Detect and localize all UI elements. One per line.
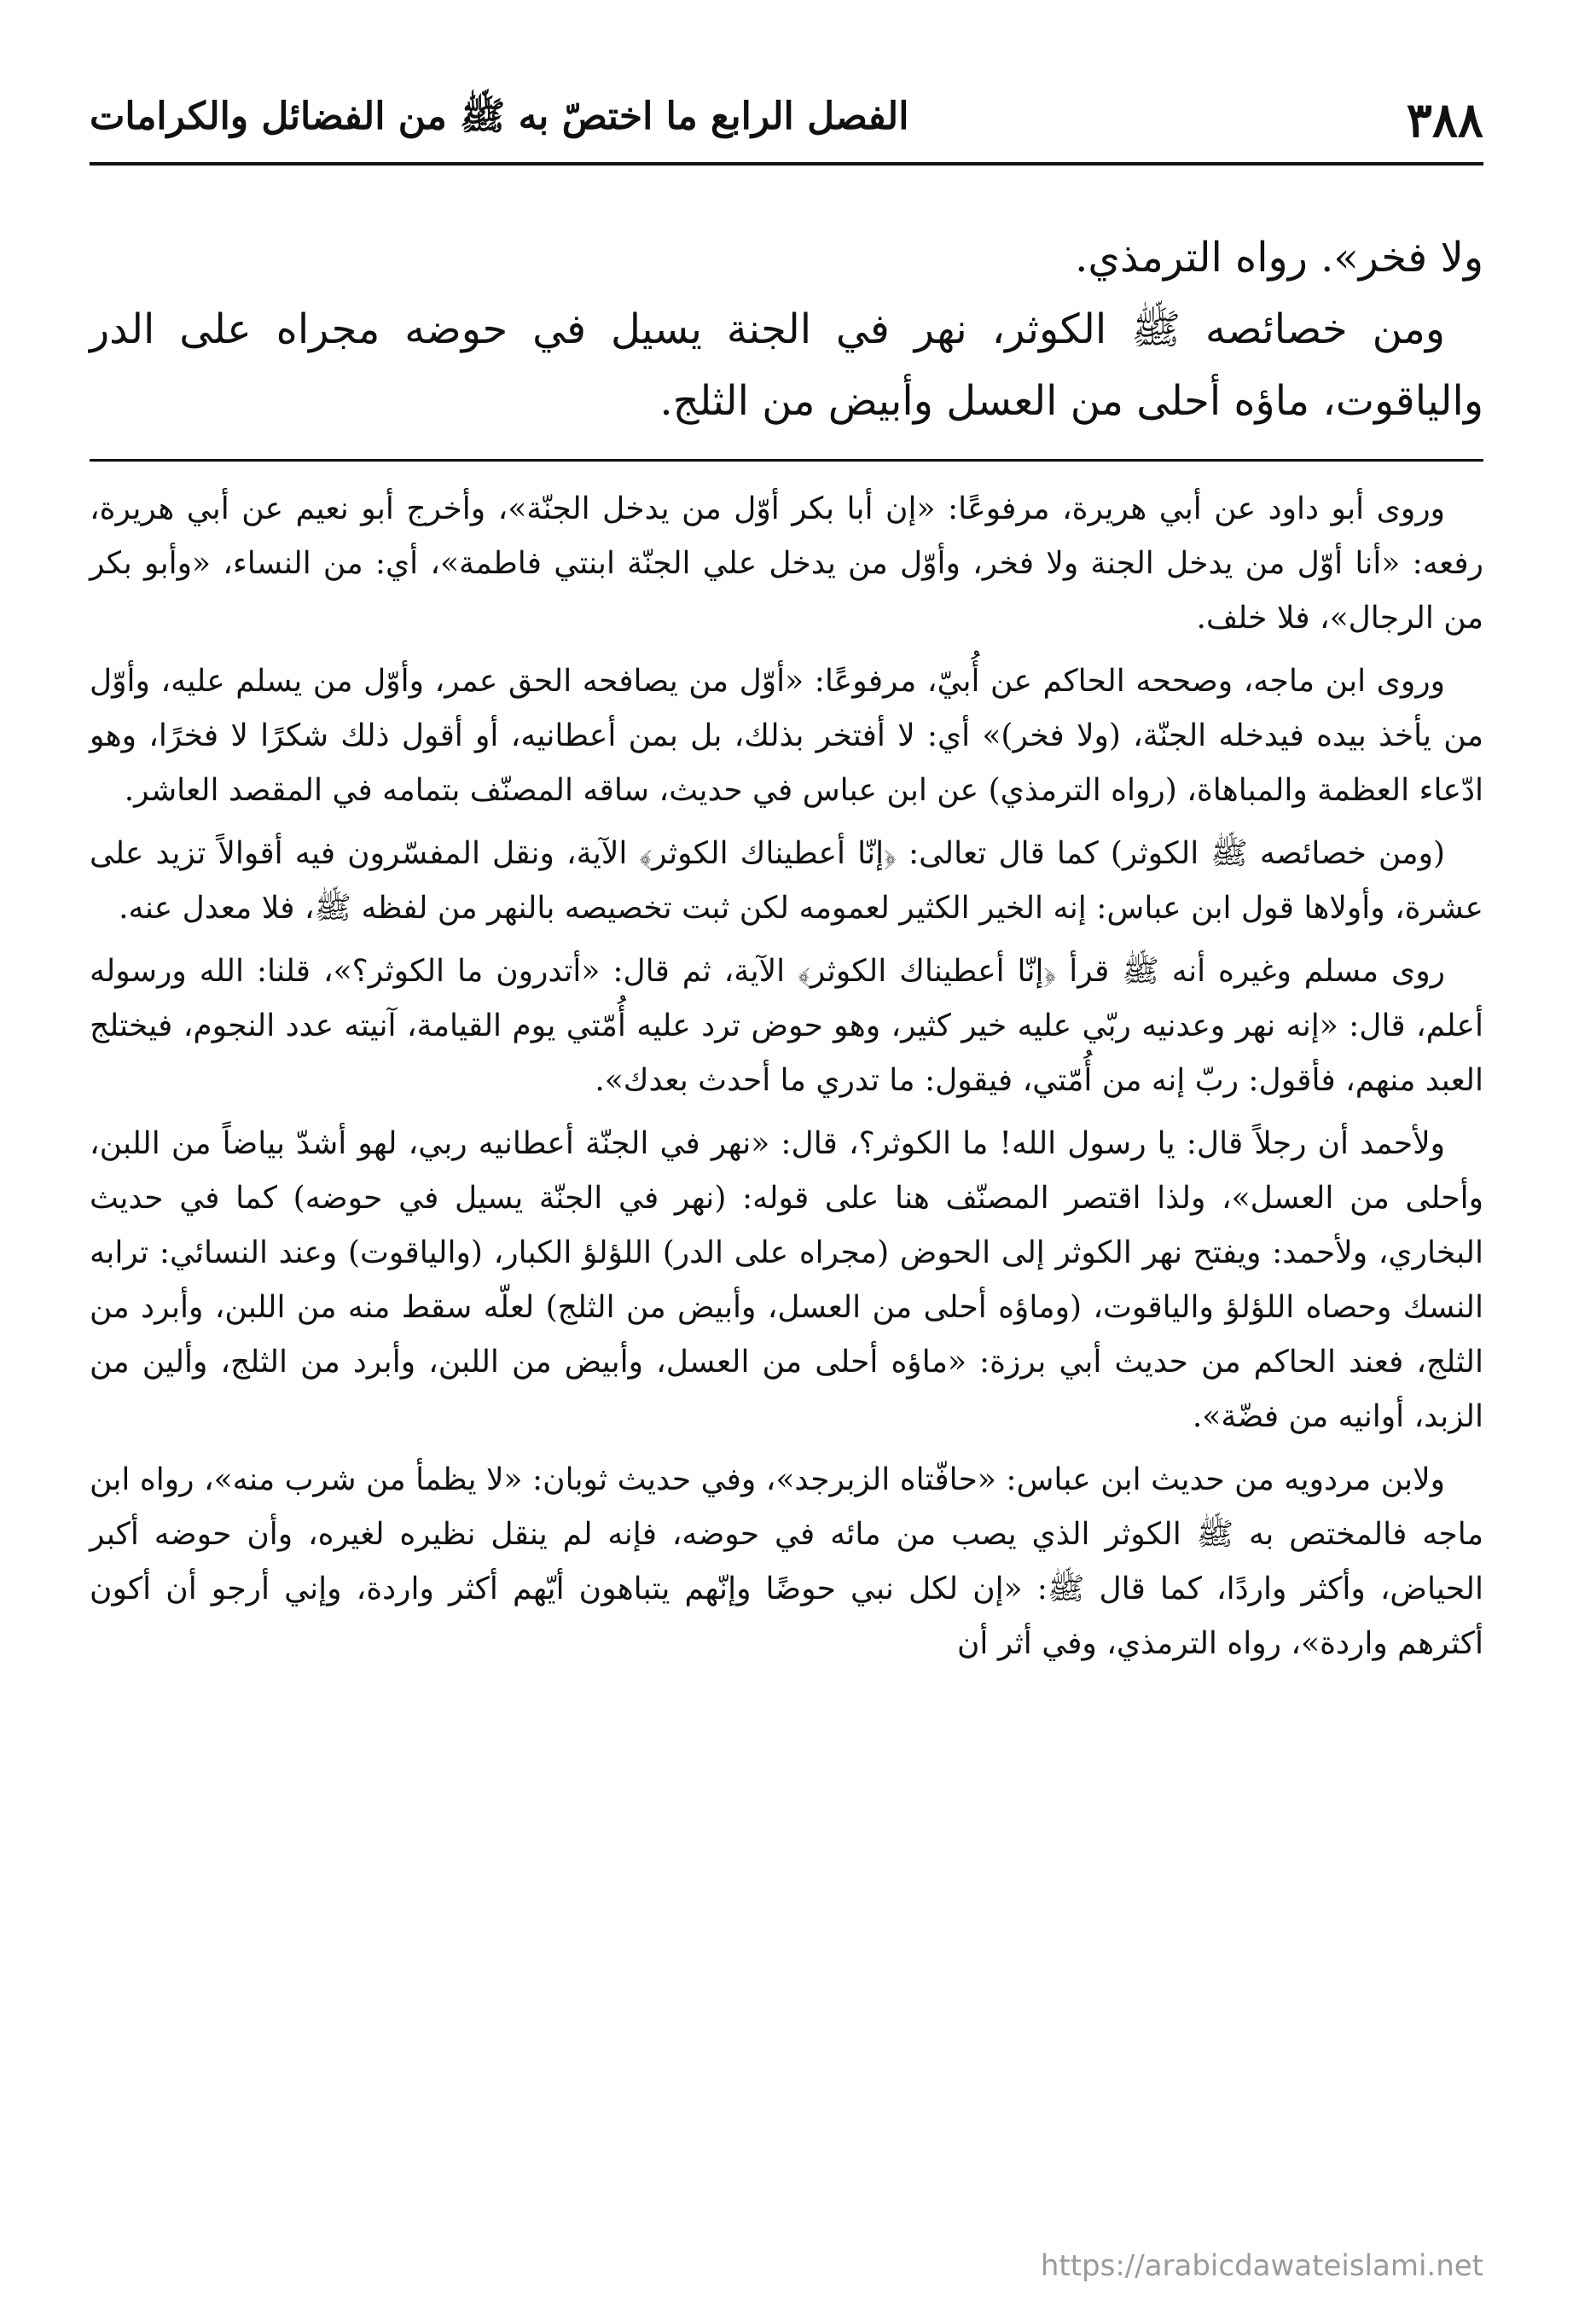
matn-text: [90, 222, 1483, 437]
matn-line: ولا فخر». رواه الترمذي.: [1075, 234, 1483, 282]
watermark-url: https://arabicdawateislami.net: [1040, 2249, 1483, 2283]
page-number: ٣٨٨: [1406, 92, 1483, 148]
commentary-paragraph: وروى ابن ماجه، وصححه الحاكم عن أُبيّ، مرفوعًا: «أوّل من يصافحه الحق عمر، وأوّل من يسلم عليه، وأوّل من يأخذ بيده فيدخله الجنّة، (ولا فخر)» أي: لا أفتخر بذلك، بل بمن أعطانيه، أو أقول ذلك شكرًا لا فخرًا، وهو ادّعاء العظمة والمباهاة، (رواه الترمذي) عن ابن عباس في حديث، ساقه المصنّف بتمامه في المقصد العاشر.: [90, 664, 1483, 808]
page-header: [90, 81, 1483, 160]
commentary-paragraph: روى مسلم وغيره أنه ﷺ قرأ ﴿إنّا أعطيناك الكوثر﴾ الآية، ثم قال: «أتدرون ما الكوثر؟»، قلنا: الله ورسوله أعلم، قال: «إنه نهر وعدنيه ربّي عليه خير كثير، وهو حوض ترد عليه أُمّتي يوم القيامة، آنيته عدد النجوم، فيختلج العبد منهم، فأقول: ربّ إنه من أُمّتي، فيقول: ما تدري ما أحدث بعدك».: [90, 954, 1483, 1098]
commentary-paragraph: ولابن مردويه من حديث ابن عباس: «حافّتاه الزبرجد»، وفي حديث ثوبان: «لا يظمأ من شرب منه»، رواه ابن ماجه فالمختص به ﷺ الكوثر الذي يصب من مائه في حوضه، فإنه لم ينقل نظيره لغيره، وأن حوضه أكبر الحياض، وأكثر واردًا، كما قال ﷺ: «إن لكل نبي حوضًا وإنّهم يتباهون أيّهم أكثر واردة، وإني أرجو أن أكون أكثرهم واردة»، رواه الترمذي، وفي أثر أن: [90, 1462, 1484, 1661]
running-title: الفصل الرابع ما اختصّ به ﷺ من الفضائل والكرامات: [90, 95, 909, 138]
matn-divider-rule: [90, 459, 1483, 462]
commentary-paragraph: وروى أبو داود عن أبي هريرة، مرفوعًا: «إن أبا بكر أوّل من يدخل الجنّة»، وأخرج أبو نعيم عن أبي هريرة، رفعه: «أنا أوّل من يدخل الجنة ولا فخر، وأوّل من يدخل علي الجنّة ابنتي فاطمة»، أي: من النساء، «وأبو بكر من الرجال»، فلا خلف.: [90, 491, 1483, 636]
matn-paragraph: ومن خصائصه ﷺ الكوثر، نهر في الجنة يسيل في حوضه مجراه على الدر والياقوت، ماؤه أحلى من العسل وأبيض من الثلج.: [90, 305, 1483, 425]
commentary-text: [90, 482, 1483, 1680]
commentary-paragraph: ولأحمد أن رجلاً قال: يا رسول الله! ما الكوثر؟، قال: «نهر في الجنّة أعطانيه ربي، لهو أشدّ بياضاً من اللبن، وأحلى من العسل»، ولذا اقتصر المصنّف هنا على قوله: (نهر في الجنّة يسيل في حوضه) كما في حديث البخاري، ولأحمد: ويفتح نهر الكوثر إلى الحوض (مجراه على الدر) اللؤلؤ الكبار، (والياقوت) وعند النسائي: ترابه النسك وحصاه اللؤلؤ والياقوت، (وماؤه أحلى من العسل، وأبيض من الثلج) لعلّه سقط منه من اللبن، وأبرد من الثلج، فعند الحاكم من حديث أبي برزة: «ماؤه أحلى من العسل، وأبيض من اللبن، وأبرد من الثلج، وألين من الزبد، أوانيه من فضّة».: [90, 1126, 1483, 1434]
header-rule: [90, 162, 1483, 166]
commentary-paragraph: (ومن خصائصه ﷺ الكوثر) كما قال تعالى: ﴿إنّا أعطيناك الكوثر﴾ الآية، ونقل المفسّرون فيه أقوالاً تزيد على عشرة، وأولاها قول ابن عباس: إنه الخير الكثير لعمومه لكن ثبت تخصيصه بالنهر من لفظه ﷺ، فلا معدل عنه.: [90, 836, 1483, 926]
